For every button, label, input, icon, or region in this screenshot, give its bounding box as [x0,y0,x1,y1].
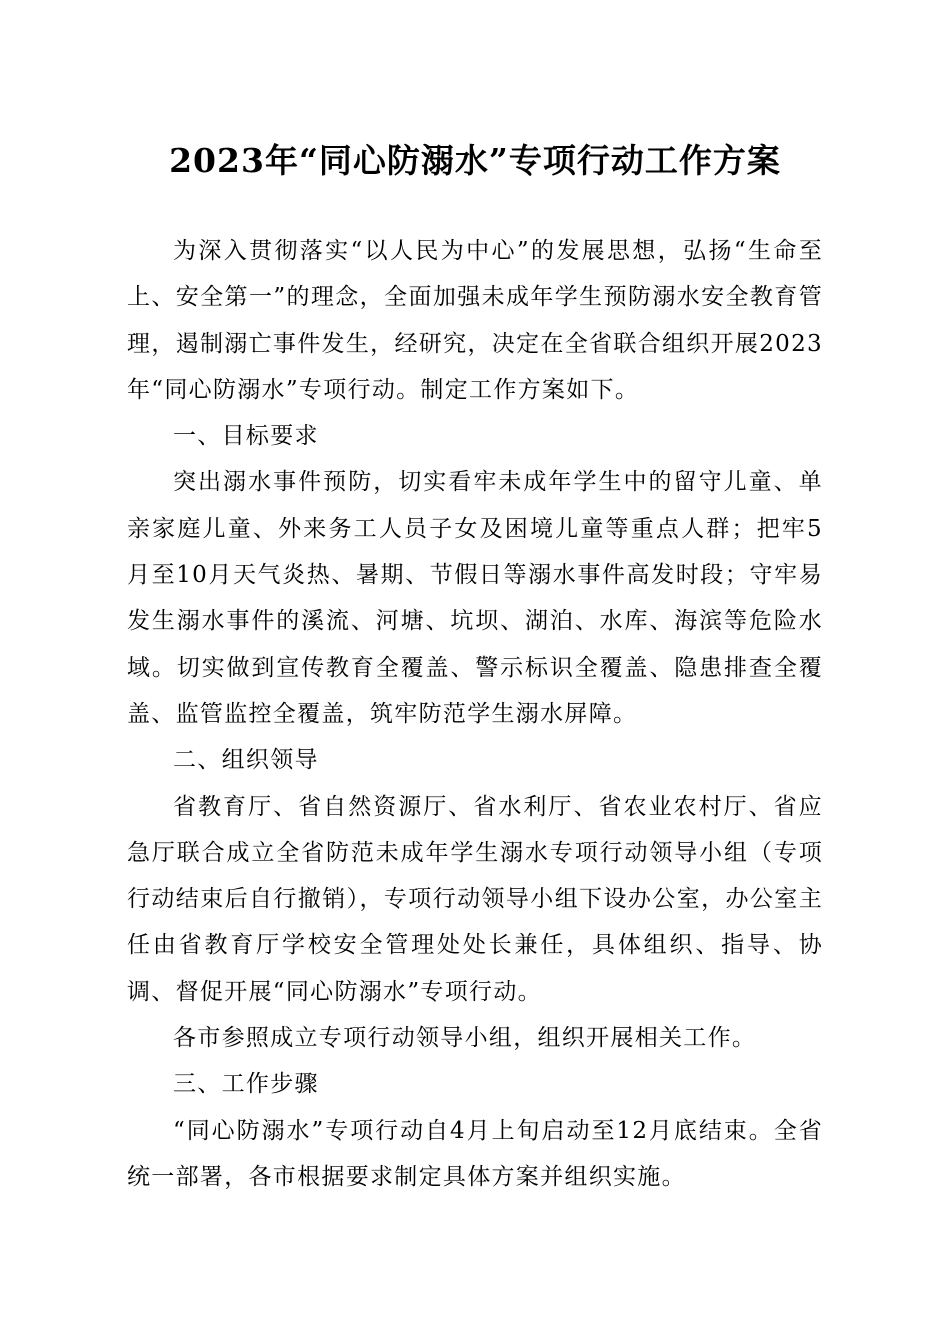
document-body [127,228,823,1200]
document-title: 2023年“同心防溺水”专项行动工作方案 [169,141,781,180]
leadership-paragraph: 省教育厅、省自然资源厅、省水利厅、省农业农村厅、省应急厅联合成立全省防范未成年学生溺水专项行动领导小组（专项行动结束后自行撤销），专项行动领导小组下设办公室，办公室主任由省教育厅学校安全管理处处长兼任，具体组织、指导、协调、督促开展“同心防溺水”专项行动。 [127,793,823,1005]
section-heading-goals: 一、目标要求 [173,423,319,450]
goals-paragraph: 突出溺水事件预防，切实看牢未成年学生中的留守儿童、单亲家庭儿童、外来务工人员子女及困境儿童等重点人群；把牢5月至10月天气炎热、暑期、节假日等溺水事件高发时段；守牢易发生溺水事件的溪流、河塘、坑坝、湖泊、水库、海滨等危险水域。切实做到宣传教育全覆盖、警示标识全覆盖、隐患排查全覆盖、监管监控全覆盖，筑牢防范学生溺水屏障。 [127,469,823,727]
section-heading-leadership: 二、组织领导 [173,747,319,774]
leadership-paragraph: 各市参照成立专项行动领导小组，组织开展相关工作。 [173,1025,757,1052]
steps-paragraph: “同心防溺水”专项行动自4月上旬启动至12月底结束。全省统一部署，各市根据要求制定具体方案并组织实施。 [127,1117,823,1190]
intro-paragraph: 为深入贯彻落实“以人民为中心”的发展思想，弘扬“生命至上、安全第一”的理念，全面加强未成年学生预防溺水安全教育管理，遏制溺亡事件发生，经研究，决定在全省联合组织开展2023年“同心防溺水”专项行动。制定工作方案如下。 [127,238,823,403]
section-heading-steps: 三、工作步骤 [173,1071,319,1098]
